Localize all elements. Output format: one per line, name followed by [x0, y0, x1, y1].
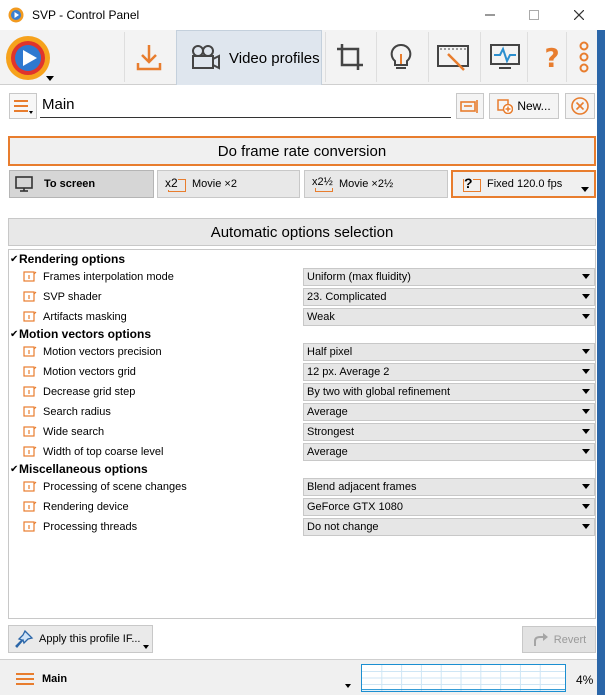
option-info-icon: [23, 271, 37, 283]
expand-check-icon: ✔: [10, 253, 19, 265]
main-toolbar: [0, 30, 605, 85]
svp-logo-icon: [8, 7, 24, 23]
cpu-usage-percent: 4%: [576, 673, 594, 687]
expand-check-icon: ✔: [10, 463, 19, 475]
minimize-button[interactable]: [467, 0, 513, 30]
option-info-icon: [23, 446, 37, 458]
option-row: [9, 402, 595, 422]
profile-settings-button[interactable]: [456, 93, 484, 119]
black-bars-button[interactable]: [428, 32, 476, 82]
option-info-icon: [23, 311, 37, 323]
tab-video-profiles-label: Video profiles: [229, 49, 320, 67]
dropdown-arrow-icon: [582, 389, 590, 394]
option-value-dropdown[interactable]: Uniform (max fluidity): [303, 268, 595, 286]
mode-fixed-fps-dropdown[interactable]: [451, 170, 596, 198]
option-info-icon: [23, 521, 37, 533]
svg-text:?: ?: [543, 44, 560, 72]
group-header-rendering[interactable]: ✔ Rendering options: [10, 252, 125, 266]
option-value-dropdown[interactable]: Average: [303, 443, 595, 461]
option-row: [9, 287, 595, 307]
svp-logo-icon: [4, 32, 56, 84]
pin-icon: [13, 629, 35, 649]
option-label: SVP shader: [43, 291, 102, 303]
title-bar: [0, 0, 605, 30]
apply-profile-if-label: Apply this profile IF...: [39, 633, 141, 645]
mode-fixed-fps-label: Fixed 120.0 fps: [487, 178, 563, 190]
option-info-icon: [23, 346, 37, 358]
option-row: [9, 517, 595, 537]
dropdown-arrow-icon: [582, 274, 590, 279]
monitor-icon: [489, 42, 521, 72]
option-value-dropdown[interactable]: Weak: [303, 308, 595, 326]
dropdown-arrow-icon: [345, 684, 351, 688]
option-info-icon: [23, 426, 37, 438]
new-profile-button[interactable]: [489, 93, 559, 119]
mode-movie-x2half-label: Movie ×2½: [339, 178, 394, 190]
mode-to-screen-label: To screen: [44, 178, 96, 190]
close-window-button[interactable]: [556, 0, 602, 30]
dropdown-arrow-icon: [582, 294, 590, 299]
new-profile-label: New...: [517, 99, 551, 113]
apply-profile-if-button[interactable]: [8, 625, 153, 653]
hamburger-menu-icon[interactable]: [14, 672, 36, 686]
maximize-button[interactable]: [511, 0, 557, 30]
option-label: Processing of scene changes: [43, 481, 187, 493]
option-row: [9, 422, 595, 442]
option-label: Processing threads: [43, 521, 138, 533]
option-value-dropdown[interactable]: 23. Complicated: [303, 288, 595, 306]
new-profile-icon: [497, 98, 513, 114]
dropdown-arrow-icon: [582, 449, 590, 454]
fixed-fps-icon: ?: [457, 175, 483, 193]
option-label: Motion vectors grid: [43, 366, 136, 378]
close-circle-icon: [570, 96, 590, 116]
screen-icon: [14, 175, 40, 193]
crop-button[interactable]: [325, 32, 373, 82]
option-row: [9, 307, 595, 327]
revert-label: Revert: [553, 633, 587, 646]
dropdown-arrow-icon: [582, 409, 590, 414]
option-row: [9, 477, 595, 497]
option-row: [9, 362, 595, 382]
option-value-dropdown[interactable]: Half pixel: [303, 343, 595, 361]
screen-edit-icon: [436, 42, 470, 72]
revert-arrow-icon: [532, 632, 550, 648]
mode-movie-x2half-button[interactable]: [304, 170, 448, 198]
group-header-miscellaneous[interactable]: ✔ Miscellaneous options: [10, 462, 148, 476]
option-info-icon: [23, 291, 37, 303]
profile-conditions-icon: [459, 98, 481, 114]
minimize-icon: [485, 10, 495, 20]
options-list: [8, 249, 596, 619]
option-info-icon: [23, 481, 37, 493]
question-mark-icon: [540, 42, 564, 72]
automatic-options-button[interactable]: Automatic options selection: [8, 218, 596, 246]
video-camera-icon: [189, 42, 221, 74]
profile-menu-button[interactable]: [9, 93, 37, 119]
option-value-dropdown[interactable]: Strongest: [303, 423, 595, 441]
option-label: Wide search: [43, 426, 105, 438]
option-value-dropdown[interactable]: Do not change: [303, 518, 595, 536]
dropdown-arrow-icon: [582, 524, 590, 529]
option-row: [9, 442, 595, 462]
tips-button[interactable]: [376, 32, 424, 82]
download-icon: [135, 42, 163, 72]
option-value-dropdown[interactable]: Average: [303, 403, 595, 421]
tab-video-profiles[interactable]: [176, 30, 322, 85]
lightbulb-icon: [387, 42, 415, 72]
window-title: SVP - Control Panel: [32, 8, 140, 22]
expand-check-icon: ✔: [10, 328, 19, 340]
vertical-dots-icon: [577, 40, 591, 74]
option-info-icon: [23, 406, 37, 418]
mode-movie-x2-label: Movie ×2: [192, 178, 237, 190]
dropdown-arrow-icon: [143, 645, 149, 649]
window-right-edge: [597, 30, 605, 695]
dropdown-arrow-icon: [582, 369, 590, 374]
profile-header: [0, 86, 605, 126]
option-value-dropdown[interactable]: GeForce GTX 1080: [303, 498, 595, 516]
option-info-icon: [23, 366, 37, 378]
frame-rate-conversion-toggle[interactable]: Do frame rate conversion: [8, 136, 596, 166]
option-label: Width of top coarse level: [43, 446, 164, 458]
option-row: [9, 267, 595, 287]
option-value-dropdown[interactable]: By two with global refinement: [303, 383, 595, 401]
option-info-icon: [23, 501, 37, 513]
option-label: Artifacts masking: [43, 311, 127, 323]
option-value-dropdown[interactable]: 12 px. Average 2: [303, 363, 595, 381]
dropdown-arrow-icon: [581, 187, 589, 192]
dropdown-arrow-icon: [582, 314, 590, 319]
mode-to-screen-button[interactable]: [9, 170, 154, 198]
option-label: Search radius: [43, 406, 111, 418]
dropdown-arrow-icon: [582, 349, 590, 354]
download-button[interactable]: [124, 32, 172, 82]
delete-profile-button[interactable]: [565, 93, 595, 119]
svp-menu-button[interactable]: [4, 32, 56, 84]
maximize-icon: [529, 10, 539, 20]
mode-movie-x2-button[interactable]: [157, 170, 300, 198]
close-icon: [574, 10, 584, 20]
dropdown-arrow-icon: [582, 484, 590, 489]
monitor-button[interactable]: [480, 32, 528, 82]
movie-x2half-icon: x2½: [309, 175, 335, 193]
status-bar: [0, 659, 605, 695]
option-row: [9, 497, 595, 517]
current-profile-name[interactable]: Main: [42, 673, 68, 685]
option-label: Frames interpolation mode: [43, 271, 174, 283]
option-label: Decrease grid step: [43, 386, 136, 398]
more-options-button[interactable]: [566, 32, 600, 82]
group-header-motion-vectors[interactable]: ✔ Motion vectors options: [10, 327, 151, 341]
option-value-dropdown[interactable]: Blend adjacent frames: [303, 478, 595, 496]
option-label: Rendering device: [43, 501, 129, 513]
revert-button[interactable]: [522, 626, 596, 653]
option-row: [9, 342, 595, 362]
option-info-icon: [23, 386, 37, 398]
movie-x2-icon: x2: [162, 175, 188, 193]
dropdown-arrow-icon: [582, 429, 590, 434]
profile-name-field[interactable]: Main: [40, 92, 451, 118]
crop-icon: [335, 42, 365, 72]
option-row: [9, 382, 595, 402]
cpu-usage-graph: [361, 664, 566, 692]
dropdown-arrow-icon: [582, 504, 590, 509]
option-label: Motion vectors precision: [43, 346, 162, 358]
hamburger-menu-icon: [12, 97, 34, 115]
